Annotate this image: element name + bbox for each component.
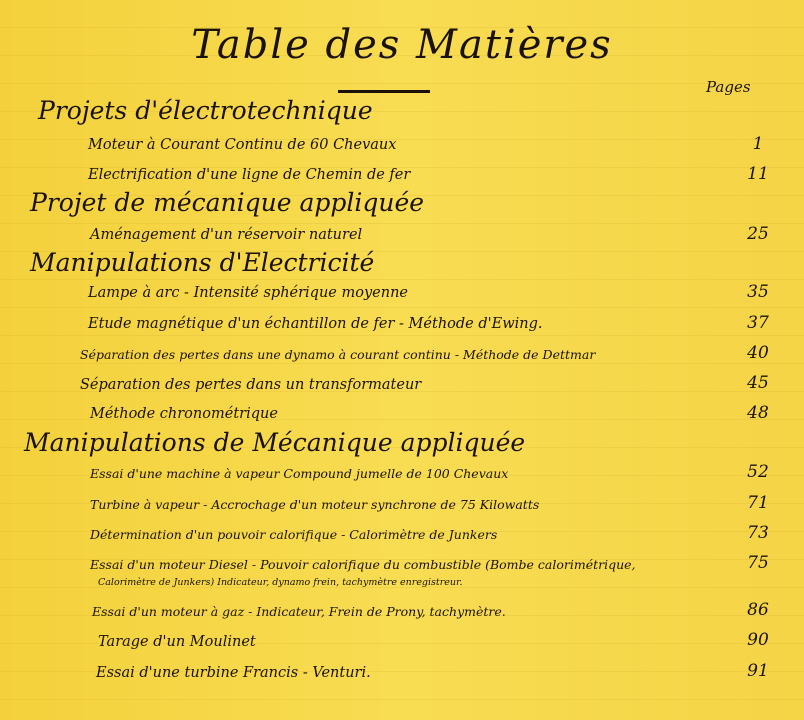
section-heading: Manipulations d'Electricité (30, 248, 375, 277)
toc-page-number: 35 (747, 282, 769, 302)
toc-entry: Lampe à arc - Intensité sphérique moyenne (88, 285, 409, 301)
toc-entry: Electrification d'une ligne de Chemin de fer (88, 167, 411, 183)
toc-page-number: 90 (747, 630, 769, 650)
toc-entry: Séparation des pertes dans un transformateur (80, 377, 422, 393)
pages-column-header: Pages (706, 78, 751, 96)
toc-entry: Séparation des pertes dans une dynamo à courant continu - Méthode de Dettmar (80, 347, 596, 362)
toc-entry: Méthode chronométrique (90, 406, 278, 422)
section-heading: Manipulations de Mécanique appliquée (24, 428, 526, 457)
section-heading: Projet de mécanique appliquée (30, 188, 425, 217)
toc-page-number: 91 (747, 661, 769, 681)
toc-page-number: 48 (747, 403, 769, 423)
toc-page-number: 11 (747, 164, 769, 184)
page-title: Table des Matières (191, 22, 613, 68)
toc-page-number: 37 (747, 313, 769, 333)
toc-entry: Aménagement d'un réservoir naturel (90, 227, 363, 243)
toc-entry: Etude magnétique d'un échantillon de fer - Méthode d'Ewing. (88, 316, 543, 332)
toc-entry: Essai d'une turbine Francis - Venturi. (96, 665, 371, 681)
toc-page-number: 45 (747, 373, 769, 393)
toc-page-number: 52 (747, 462, 769, 482)
toc-entry: Tarage d'un Moulinet (98, 634, 256, 650)
toc-entry: Essai d'un moteur Diesel - Pouvoir calorifique du combustible (Bombe calorimétrique, (90, 557, 636, 572)
toc-entry-continuation: Calorimètre de Junkers) Indicateur, dynamo frein, tachymètre enregistreur. (98, 577, 463, 588)
toc-page-number: 1 (752, 134, 764, 154)
toc-entry: Détermination d'un pouvoir calorifique - Calorimètre de Junkers (90, 527, 498, 542)
toc-page-number: 86 (747, 600, 769, 620)
toc-entry: Turbine à vapeur - Accrochage d'un moteur synchrone de 75 Kilowatts (90, 497, 540, 512)
toc-page-number: 71 (747, 493, 769, 513)
title-underline (338, 90, 430, 93)
toc-entry: Essai d'un moteur à gaz - Indicateur, Frein de Prony, tachymètre. (92, 604, 506, 619)
toc-page-number: 73 (747, 523, 769, 543)
section-heading: Projets d'électrotechnique (38, 96, 373, 125)
toc-page-number: 40 (747, 343, 769, 363)
toc-page-number: 75 (747, 553, 769, 573)
toc-entry: Moteur à Courant Continu de 60 Chevaux (88, 137, 397, 153)
toc-page-number: 25 (747, 224, 769, 244)
toc-entry: Essai d'une machine à vapeur Compound jumelle de 100 Chevaux (90, 466, 509, 481)
